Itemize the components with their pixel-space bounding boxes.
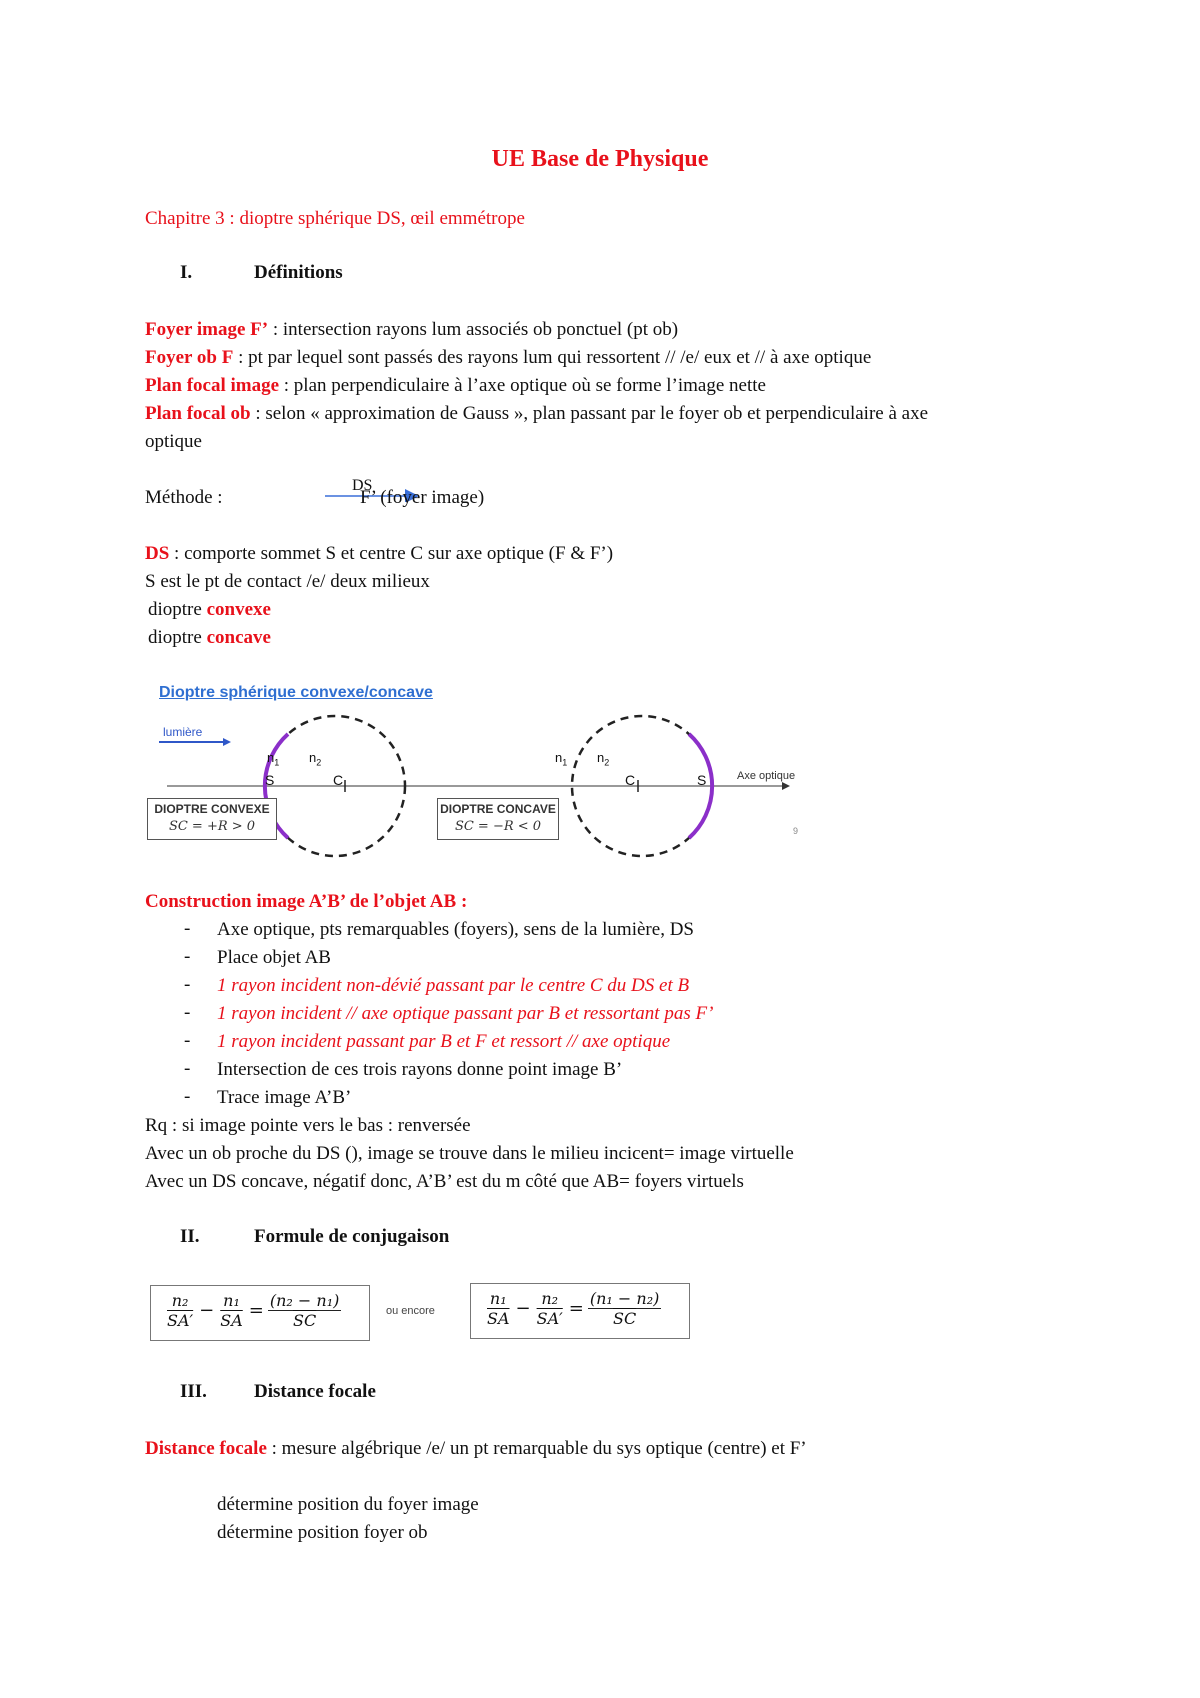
fraction: $\frac{\text{(n₂ − n₁)}}{SC}$ [269, 1291, 340, 1330]
convexe-n1-label: $n_1$ [267, 750, 280, 768]
equals-sign: = [568, 1298, 584, 1319]
list-bullet: - [184, 1086, 191, 1107]
list-item: 1 rayon incident passant par B et F et ressort // axe optique [217, 1031, 671, 1052]
definition-plan-focal-ob [145, 402, 928, 426]
ou-encore-label: ou encore [386, 1305, 435, 1317]
list-item: 1 rayon incident // axe optique passant par B et ressortant pas F’ [217, 1003, 714, 1024]
concave-box [437, 798, 559, 840]
definition-continuation: optique [145, 431, 202, 452]
convexe-n2-label: $n_2$ [309, 750, 322, 768]
construction-rq: Rq : si image pointe vers le bas : renversée [145, 1115, 471, 1136]
conjugation-formula-1 [150, 1285, 370, 1341]
convexe-C-label: C [333, 772, 344, 788]
figure-lumiere-label: lumière [163, 725, 203, 739]
list-bullet: - [184, 1030, 191, 1051]
section-2-number: II. [180, 1226, 200, 1247]
section-3-title: Distance focale [254, 1381, 376, 1402]
list-item: Trace image A’B’ [217, 1087, 352, 1108]
ds-convexe-line [148, 598, 271, 622]
figure-title: Dioptre sphérique convexe/concave [159, 684, 433, 701]
fraction: $\frac{\text{(n₁ − n₂)}}{SC}$ [589, 1289, 660, 1328]
list-item: Place objet AB [217, 947, 331, 968]
fraction: $\frac{\text{n₁}}{SA}$ [220, 1291, 243, 1330]
section-1-number: I. [180, 262, 193, 283]
definition-text: : intersection rayons lum associés ob ponctuel (pt ob) [268, 319, 679, 340]
construction-title: Construction image A’B’ de l’objet AB : [145, 891, 468, 912]
definition-term: Foyer ob F [145, 347, 234, 368]
list-bullet: - [184, 946, 191, 967]
list-item: Axe optique, pts remarquables (foyers), sens de la lumière, DS [217, 919, 694, 940]
definition-text: : selon « approximation de Gauss », plan passant par le foyer ob et perpendiculaire à axe [250, 403, 929, 424]
axe-optique-label: Axe optique [737, 770, 796, 782]
ds-convexe-term: convexe [206, 599, 271, 620]
concave-C-label: C [625, 772, 636, 788]
definition-plan-focal-image [145, 374, 766, 398]
ds-concave-term: concave [206, 627, 271, 648]
ds-definition [145, 542, 613, 566]
methode-label: Méthode : [145, 487, 223, 508]
convexe-box [147, 798, 277, 840]
definition-foyer-ob [145, 346, 871, 370]
distance-line-1: détermine position du foyer image [217, 1494, 479, 1515]
concave-S-label: S [697, 772, 707, 788]
list-item: 1 rayon incident non-dévié passant par le centre C du DS et B [217, 975, 690, 996]
figure-page-number: 9 [793, 826, 799, 836]
section-2-title: Formule de conjugaison [254, 1226, 450, 1247]
definition-text: : plan perpendiculaire à l’axe optique où se forme l’image nette [279, 375, 766, 396]
distance-definition [145, 1437, 807, 1461]
definition-term: Plan focal image [145, 375, 280, 396]
ds-concave-prefix: dioptre [148, 627, 207, 648]
list-bullet: - [184, 1058, 191, 1079]
document-title: UE Base de Physique [491, 146, 709, 172]
concave-n1-label: $n_1$ [555, 750, 568, 768]
definition-term: Plan focal ob [145, 403, 251, 424]
chapter-heading: Chapitre 3 : dioptre sphérique DS, œil emmétrope [145, 208, 525, 229]
methode-text: F’ (foyer image) [360, 487, 485, 508]
list-bullet: - [184, 1002, 191, 1023]
construction-line-2: Avec un ob proche du DS (), image se trouve dans le milieu incicent= image virtuelle [145, 1143, 794, 1164]
distance-line-2: détermine position foyer ob [217, 1522, 428, 1543]
concave-n2-label: $n_2$ [597, 750, 610, 768]
ds-convexe-prefix: dioptre [148, 599, 207, 620]
fraction: $\frac{\text{n₂}}{SA'}$ [536, 1289, 563, 1328]
ds-text: : comporte sommet S et centre C sur axe optique (F & F’) [169, 543, 614, 564]
section-3-number: III. [180, 1381, 207, 1402]
distance-text: : mesure algébrique /e/ un pt remarquable du sys optique (centre) et F’ [266, 1438, 807, 1459]
fraction: $\frac{\text{n₁}}{SA}$ [487, 1289, 510, 1328]
convexe-box-formula: SC = +R > 0 [168, 819, 256, 834]
convexe-S-label: S [265, 772, 275, 788]
light-arrow-icon [159, 738, 231, 746]
methode-arrow-label: DS [352, 477, 373, 494]
section-1-title: Définitions [254, 262, 343, 283]
optical-axis-arrowhead [782, 782, 790, 790]
concave-box-title: DIOPTRE CONCAVE [440, 802, 556, 816]
equals-sign: = [248, 1300, 264, 1321]
ds-concave-line [148, 626, 271, 650]
definition-foyer-image [145, 318, 678, 342]
minus-sign: − [199, 1300, 215, 1321]
construction-line-3: Avec un DS concave, négatif donc, A’B’ est du m côté que AB= foyers virtuels [145, 1171, 744, 1192]
definition-text: : pt par lequel sont passés des rayons lum qui ressortent // /e/ eux et // à axe optique [233, 347, 872, 368]
list-item: Intersection de ces trois rayons donne point image B’ [217, 1059, 623, 1080]
fraction: $\frac{\text{n₂}}{SA'}$ [167, 1291, 194, 1330]
dioptre-figure [145, 678, 825, 858]
concave-box-formula: SC = −R < 0 [454, 819, 542, 834]
conjugation-formula-2 [470, 1283, 690, 1339]
minus-sign: − [515, 1298, 531, 1319]
list-bullet: - [184, 918, 191, 939]
list-bullet: - [184, 974, 191, 995]
ds-line-2: S est le pt de contact /e/ deux milieux [145, 571, 430, 592]
ds-term: DS [145, 543, 170, 564]
convexe-box-title: DIOPTRE CONVEXE [154, 802, 270, 816]
distance-term: Distance focale [145, 1438, 267, 1459]
definition-term: Foyer image F’ [145, 319, 269, 340]
